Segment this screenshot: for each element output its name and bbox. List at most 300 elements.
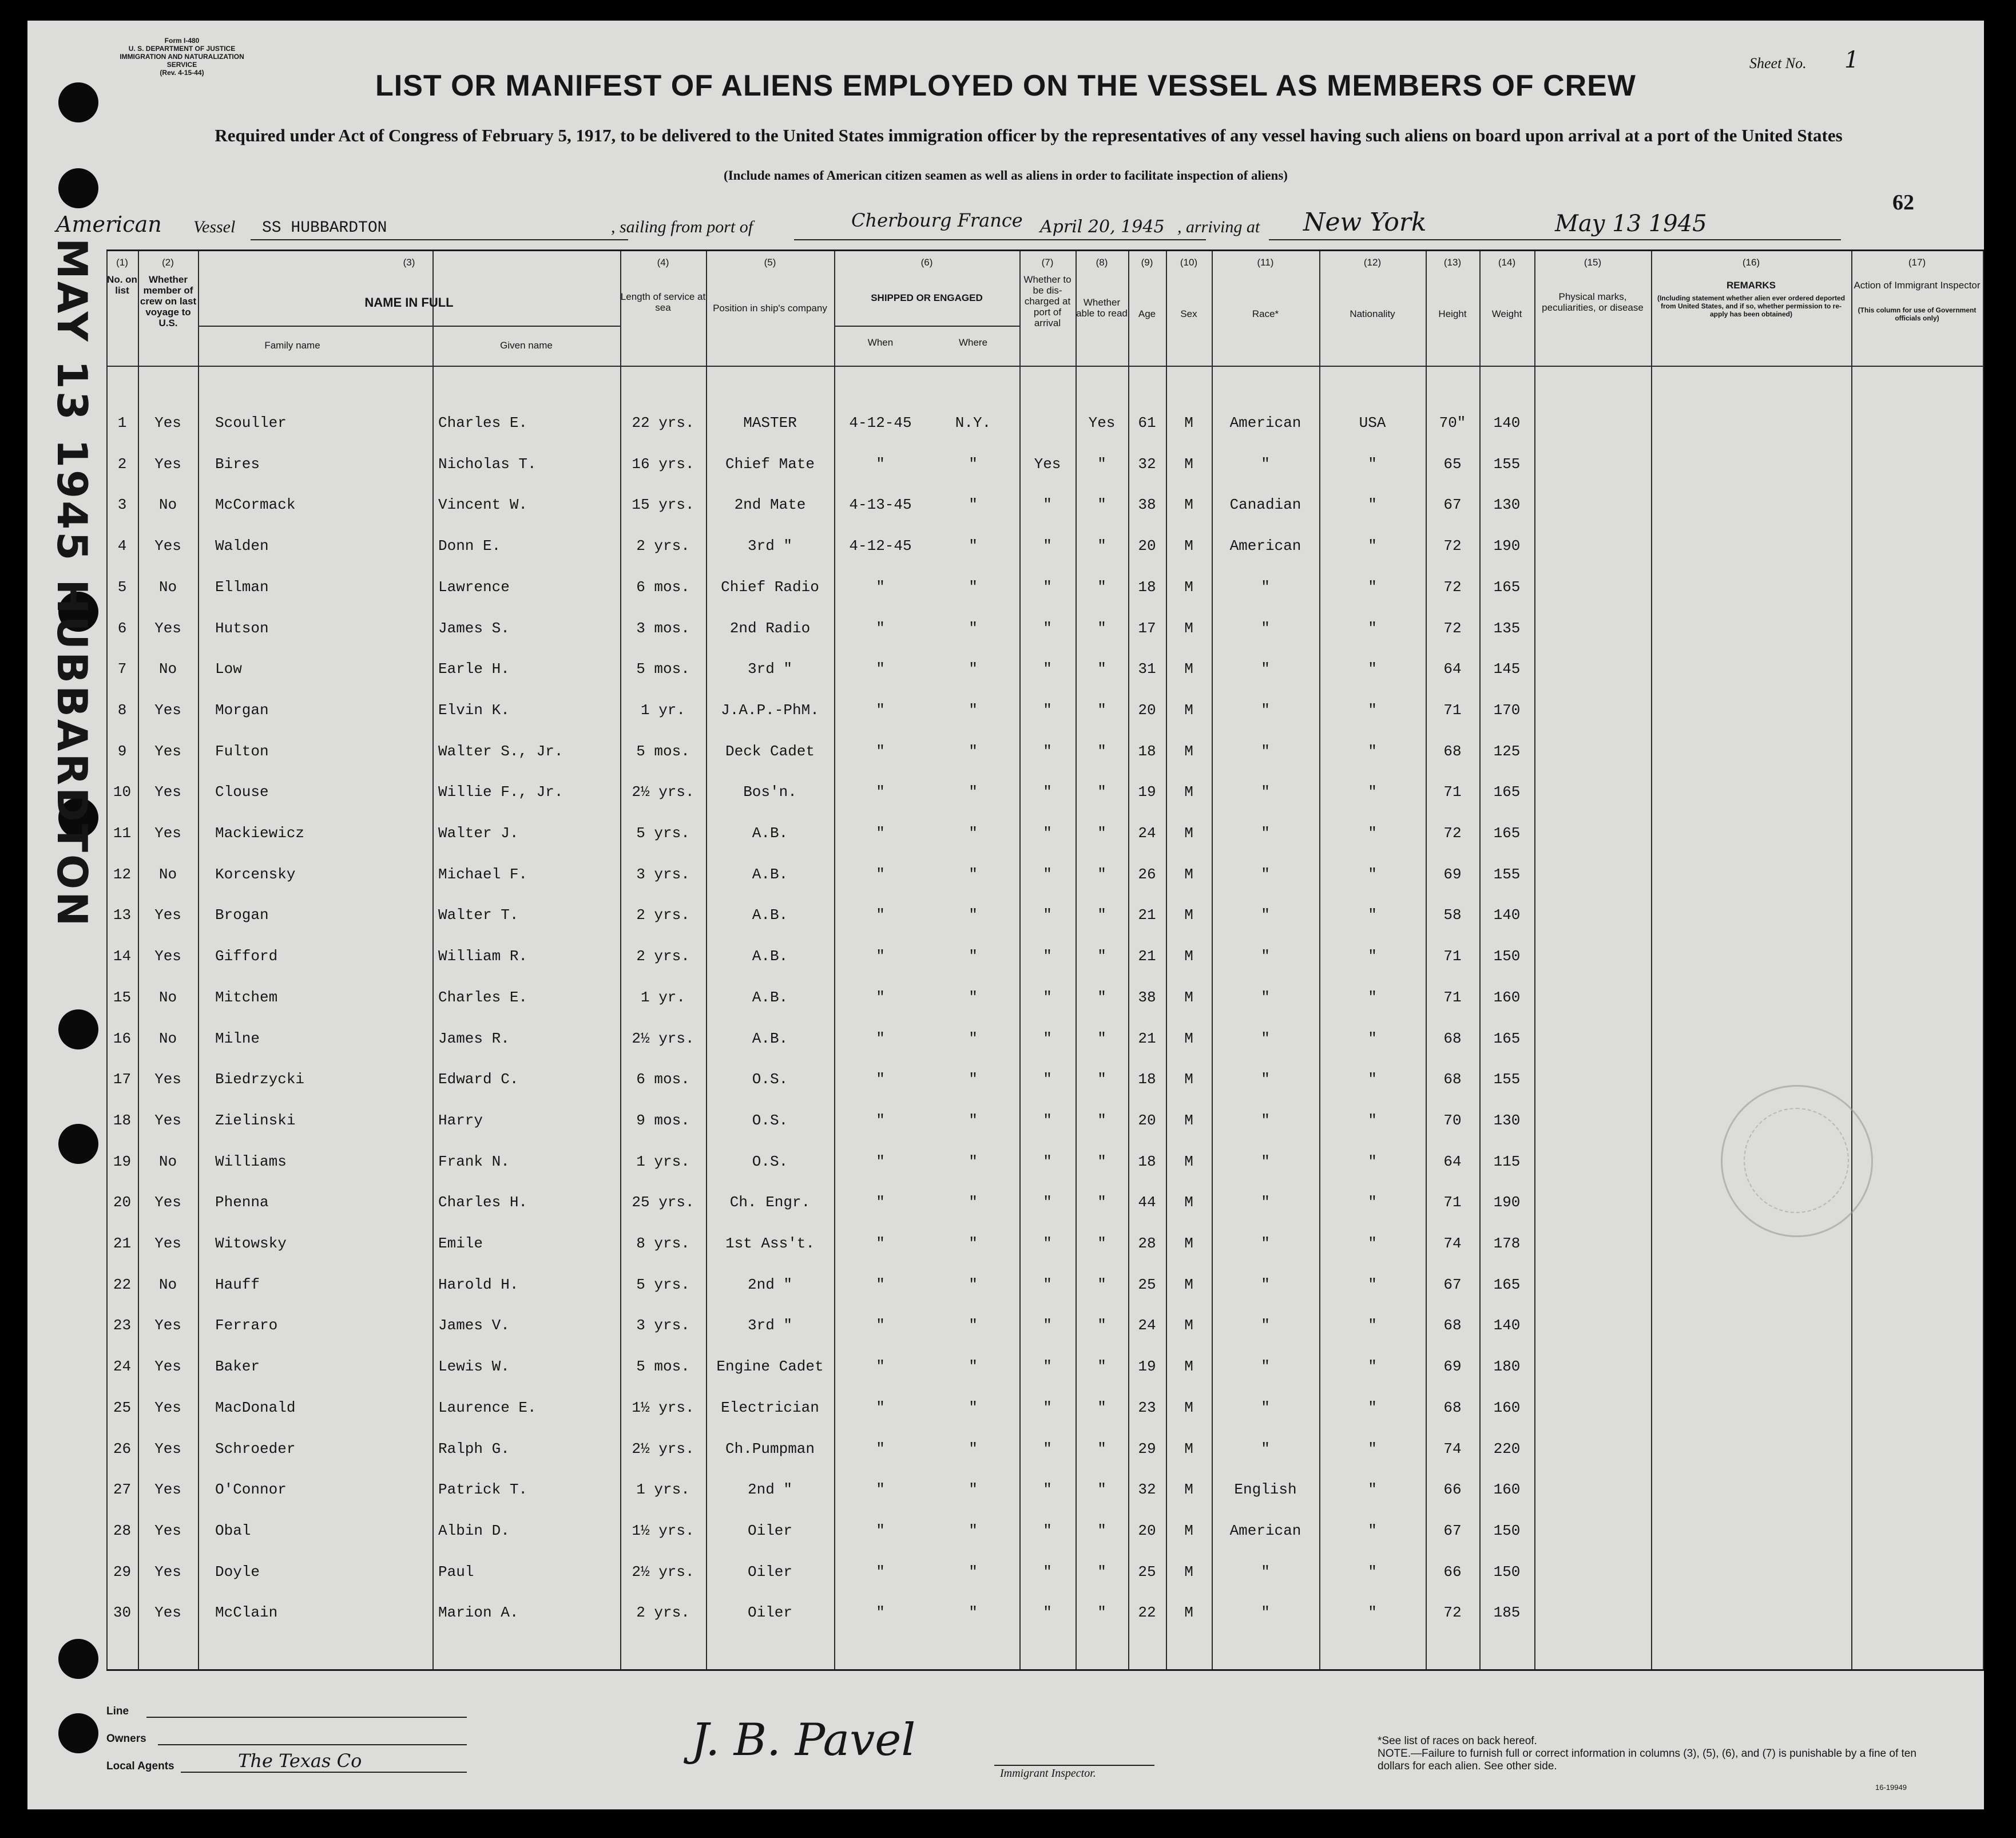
agents-underline [181, 1772, 467, 1773]
header-service: Length of service at sea [620, 291, 706, 313]
cell-last-voyage: Yes [154, 701, 181, 719]
cell-height: 64 [1443, 660, 1462, 678]
cell-last-voyage: Yes [154, 537, 181, 555]
cell-sex: M [1184, 537, 1193, 555]
header-discharged: Whether to be dis-charged at port of arrival [1023, 274, 1072, 328]
cell-sex: M [1184, 742, 1193, 760]
cell-no: 26 [113, 1440, 132, 1457]
cell-sex: M [1184, 1317, 1193, 1334]
cell-height: 68 [1443, 1071, 1462, 1088]
cell-able-to-read: " [1097, 1275, 1106, 1293]
cell-where: " [969, 1481, 978, 1499]
cell-position: 2nd " [747, 1481, 792, 1499]
col-num: (3) [403, 257, 415, 268]
page-number: 62 [1892, 191, 1914, 215]
local-agents-value: The Texas Co [238, 1750, 362, 1772]
cell-race: " [1261, 660, 1270, 678]
cell-family-name: Clouse [215, 783, 269, 801]
vessel-label: Vessel [193, 217, 236, 236]
cell-no: 4 [117, 537, 127, 555]
cell-position: Chief Mate [725, 455, 815, 473]
cell-given-name: Michael F. [438, 865, 528, 883]
header-where: Where [958, 337, 988, 348]
cell-when: " [876, 825, 885, 842]
cell-race: " [1261, 1029, 1270, 1047]
cell-nationality: " [1368, 496, 1377, 514]
cell-discharged: " [1043, 742, 1052, 760]
cell-discharged: " [1043, 619, 1052, 637]
cell-sex: M [1184, 1604, 1193, 1622]
header-remarks-note: (Including statement whether alien ever ordered deported from United States, and if so, whether permission to re-apply has been obtained) [1657, 294, 1846, 318]
cell-family-name: Scouller [215, 414, 287, 431]
cell-height: 72 [1443, 825, 1462, 842]
cell-able-to-read: " [1097, 1152, 1106, 1170]
cell-discharged: Yes [1034, 455, 1061, 473]
cell-age: 20 [1138, 537, 1156, 555]
cell-nationality: " [1368, 1029, 1377, 1047]
cell-given-name: Donn E. [438, 537, 501, 555]
cell-family-name: Gifford [215, 948, 278, 965]
cell-discharged: " [1043, 1358, 1052, 1376]
cell-nationality: USA [1359, 414, 1386, 431]
cell-weight: 160 [1493, 1481, 1521, 1499]
cell-nationality: " [1368, 455, 1377, 473]
cell-where: " [969, 455, 978, 473]
footer-notes [1378, 1735, 1921, 1773]
cell-able-to-read: " [1097, 1399, 1106, 1416]
cell-weight: 115 [1493, 1152, 1521, 1170]
cell-position: Oiler [747, 1563, 792, 1580]
cell-height: 71 [1443, 783, 1462, 801]
cell-discharged: " [1043, 496, 1052, 514]
cell-when: " [876, 1029, 885, 1047]
penalty-note: NOTE.—Failure to furnish full or correct information in columns (3), (5), (6), and (7) is punishable by a fine of ten dollars for each alien. See other side. [1378, 1748, 1916, 1772]
cell-able-to-read: " [1097, 1317, 1106, 1334]
cell-height: 71 [1443, 1194, 1462, 1211]
local-agents-label: Local Agents [106, 1760, 174, 1772]
cell-age: 21 [1138, 906, 1156, 924]
cell-discharged: " [1043, 1111, 1052, 1129]
cell-able-to-read: " [1097, 619, 1106, 637]
cell-given-name: Vincent W. [438, 496, 528, 514]
cell-height: 69 [1443, 1358, 1462, 1376]
header-remarks: REMARKS [1727, 280, 1776, 291]
cell-sex: M [1184, 825, 1193, 842]
race-note: *See list of races on back hereof. [1378, 1735, 1537, 1747]
col-num: (4) [657, 257, 669, 268]
cell-nationality: " [1368, 783, 1377, 801]
header-race: Race* [1252, 308, 1279, 319]
header-action: Action of Immigrant Inspector [1854, 280, 1981, 291]
cell-position: J.A.P.-PhM. [721, 701, 819, 719]
cell-position: O.S. [752, 1152, 788, 1170]
cell-weight: 145 [1493, 660, 1521, 678]
cell-able-to-read: " [1097, 1604, 1106, 1622]
cell-where: " [969, 948, 978, 965]
cell-given-name: Marion A. [438, 1604, 519, 1622]
cell-able-to-read: " [1097, 1235, 1106, 1252]
cell-sex: M [1184, 578, 1193, 596]
print-code: 16-19949 [1875, 1783, 1907, 1792]
cell-nationality: " [1368, 1194, 1377, 1211]
cell-last-voyage: Yes [154, 906, 181, 924]
cell-given-name: James V. [438, 1317, 510, 1334]
cell-where: " [969, 988, 978, 1006]
cell-no: 22 [113, 1275, 132, 1293]
arrival-underline [1269, 239, 1841, 240]
cell-service: 15 yrs. [632, 496, 695, 514]
cell-nationality: " [1368, 660, 1377, 678]
manifest-sheet [27, 21, 1984, 1809]
cell-position: A.B. [752, 948, 788, 965]
cell-sex: M [1184, 783, 1193, 801]
cell-position: Chief Radio [721, 578, 819, 596]
cell-race: " [1261, 1563, 1270, 1580]
cell-last-voyage: Yes [154, 742, 181, 760]
cell-age: 18 [1138, 742, 1156, 760]
cell-no: 18 [113, 1111, 132, 1129]
cell-race: American [1229, 537, 1301, 555]
cell-position: Engine Cadet [716, 1358, 824, 1376]
cell-race: " [1261, 948, 1270, 965]
side-date-stamp [33, 238, 102, 929]
cell-last-voyage: Yes [154, 1111, 181, 1129]
header-family-name: Family name [264, 340, 320, 351]
cell-height: 64 [1443, 1152, 1462, 1170]
cell-able-to-read: " [1097, 660, 1106, 678]
punch-hole [58, 1124, 98, 1164]
cell-when: " [876, 1481, 885, 1499]
cell-able-to-read: " [1097, 455, 1106, 473]
cell-age: 32 [1138, 1481, 1156, 1499]
header-nationality: Nationality [1350, 308, 1395, 319]
cell-nationality: " [1368, 578, 1377, 596]
cell-last-voyage: Yes [154, 1071, 181, 1088]
cell-race: " [1261, 1235, 1270, 1252]
punch-hole [58, 1713, 98, 1753]
cell-no: 11 [113, 825, 132, 842]
cell-no: 23 [113, 1317, 132, 1334]
cell-able-to-read: Yes [1088, 414, 1116, 431]
cell-family-name: Milne [215, 1029, 260, 1047]
cell-age: 25 [1138, 1275, 1156, 1293]
cell-position: Oiler [747, 1604, 792, 1622]
cell-race: Canadian [1229, 496, 1301, 514]
col-num: (1) [116, 257, 128, 268]
cell-service: 2½ yrs. [632, 783, 695, 801]
cell-sex: M [1184, 988, 1193, 1006]
cell-service: 5 yrs. [636, 825, 690, 842]
cell-height: 70" [1439, 414, 1466, 431]
sailing-label: , sailing from port of [611, 217, 753, 236]
document-title: LIST OR MANIFEST OF ALIENS EMPLOYED ON THE VESSEL AS MEMBERS OF CREW [375, 69, 1636, 102]
cell-no: 10 [113, 783, 132, 801]
cell-discharged: " [1043, 1399, 1052, 1416]
cell-no: 1 [117, 414, 127, 431]
cell-last-voyage: Yes [154, 1440, 181, 1457]
cell-last-voyage: No [158, 496, 177, 514]
cell-position: Deck Cadet [725, 742, 815, 760]
cell-last-voyage: Yes [154, 455, 181, 473]
cell-where: N.Y. [955, 414, 991, 431]
cell-race: " [1261, 825, 1270, 842]
cell-weight: 135 [1493, 619, 1521, 637]
cell-weight: 185 [1493, 1604, 1521, 1622]
cell-family-name: Hutson [215, 619, 269, 637]
cell-last-voyage: Yes [154, 1317, 181, 1334]
cell-height: 72 [1443, 1604, 1462, 1622]
cell-nationality: " [1368, 1317, 1377, 1334]
cell-able-to-read: " [1097, 988, 1106, 1006]
cell-where: " [969, 1604, 978, 1622]
cell-service: 5 mos. [636, 1358, 690, 1376]
cell-sex: M [1184, 1275, 1193, 1293]
cell-given-name: Laurence E. [438, 1399, 537, 1416]
cell-service: 1½ yrs. [632, 1399, 695, 1416]
cell-weight: 170 [1493, 701, 1521, 719]
punch-hole [58, 1009, 98, 1049]
cell-when: " [876, 701, 885, 719]
cell-nationality: " [1368, 906, 1377, 924]
cell-service: 3 yrs. [636, 865, 690, 883]
cell-no: 8 [117, 701, 127, 719]
cell-service: 6 mos. [636, 578, 690, 596]
cell-last-voyage: Yes [154, 1604, 181, 1622]
cell-nationality: " [1368, 742, 1377, 760]
cell-height: 58 [1443, 906, 1462, 924]
cell-last-voyage: No [158, 865, 177, 883]
cell-race: " [1261, 1194, 1270, 1211]
cell-sex: M [1184, 455, 1193, 473]
cell-family-name: Ferraro [215, 1317, 278, 1334]
arrival-port: New York [1303, 208, 1427, 237]
cell-last-voyage: No [158, 660, 177, 678]
cell-last-voyage: No [158, 1275, 177, 1293]
cell-service: 5 mos. [636, 742, 690, 760]
cell-age: 38 [1138, 496, 1156, 514]
cell-position: 3rd " [747, 660, 792, 678]
cell-discharged: " [1043, 1522, 1052, 1539]
sailing-port: Cherbourg France [851, 209, 1023, 231]
col-num: (13) [1443, 257, 1462, 268]
cell-given-name: James R. [438, 1029, 510, 1047]
cell-discharged: " [1043, 865, 1052, 883]
cell-height: 68 [1443, 1029, 1462, 1047]
cell-race: American [1229, 1522, 1301, 1539]
cell-weight: 125 [1493, 742, 1521, 760]
line-label: Line [106, 1705, 129, 1717]
sailing-port-underline [794, 239, 1206, 240]
cell-height: 66 [1443, 1481, 1462, 1499]
cell-no: 3 [117, 496, 127, 514]
cell-last-voyage: Yes [154, 1235, 181, 1252]
cell-sex: M [1184, 1071, 1193, 1088]
cell-sex: M [1184, 1029, 1193, 1047]
cell-height: 74 [1443, 1440, 1462, 1457]
cell-where: " [969, 1399, 978, 1416]
cell-given-name: Patrick T. [438, 1481, 528, 1499]
cell-family-name: Williams [215, 1152, 287, 1170]
cell-weight: 165 [1493, 1029, 1521, 1047]
arrival-date: May 13 1945 [1555, 211, 1707, 237]
form-number: Form I-480 [164, 37, 200, 45]
cell-race: " [1261, 865, 1270, 883]
cell-able-to-read: " [1097, 1481, 1106, 1499]
cell-able-to-read: " [1097, 496, 1106, 514]
cell-family-name: Schroeder [215, 1440, 296, 1457]
cell-race: English [1234, 1481, 1297, 1499]
cell-race: " [1261, 906, 1270, 924]
cell-sex: M [1184, 906, 1193, 924]
cell-position: Electrician [721, 1399, 819, 1416]
cell-weight: 150 [1493, 1522, 1521, 1539]
cell-no: 17 [113, 1071, 132, 1088]
cell-service: 1 yrs. [636, 1481, 690, 1499]
cell-age: 32 [1138, 455, 1156, 473]
cell-when: " [876, 988, 885, 1006]
col-num: (14) [1498, 257, 1516, 268]
cell-age: 24 [1138, 825, 1156, 842]
cell-position: A.B. [752, 988, 788, 1006]
cell-family-name: Fulton [215, 742, 269, 760]
cell-no: 5 [117, 578, 127, 596]
cell-race: " [1261, 619, 1270, 637]
cell-family-name: Walden [215, 537, 269, 555]
cell-height: 72 [1443, 537, 1462, 555]
document-subnote: (Include names of American citizen seamen as well as aliens in order to facilitate inspection of aliens) [724, 168, 1288, 183]
cell-race: " [1261, 578, 1270, 596]
cell-last-voyage: Yes [154, 1194, 181, 1211]
cell-position: A.B. [752, 825, 788, 842]
cell-race: " [1261, 1275, 1270, 1293]
cell-position: A.B. [752, 865, 788, 883]
cell-age: 24 [1138, 1317, 1156, 1334]
cell-family-name: Mitchem [215, 988, 278, 1006]
cell-family-name: Zielinski [215, 1111, 296, 1129]
cell-when: " [876, 742, 885, 760]
cell-when: " [876, 906, 885, 924]
cell-height: 69 [1443, 865, 1462, 883]
cell-when: " [876, 948, 885, 965]
cell-sex: M [1184, 1152, 1193, 1170]
cell-race: " [1261, 1604, 1270, 1622]
cell-last-voyage: Yes [154, 1563, 181, 1580]
cell-given-name: Paul [438, 1563, 474, 1580]
vessel-name: SS HUBBARDTON [262, 219, 387, 237]
cell-nationality: " [1368, 1440, 1377, 1457]
cell-when: " [876, 1399, 885, 1416]
cell-sex: M [1184, 1522, 1193, 1539]
cell-able-to-read: " [1097, 1563, 1106, 1580]
cell-able-to-read: " [1097, 1029, 1106, 1047]
cell-race: " [1261, 1071, 1270, 1088]
cell-given-name: Albin D. [438, 1522, 510, 1539]
cell-weight: 165 [1493, 1275, 1521, 1293]
cell-last-voyage: No [158, 988, 177, 1006]
cell-service: 1 yrs. [636, 1152, 690, 1170]
cell-nationality: " [1368, 948, 1377, 965]
vessel-name-underline [251, 239, 628, 240]
sailing-date: April 20, 1945 [1040, 217, 1165, 237]
sheet-number-value: 1 [1844, 47, 1859, 73]
col-num: (5) [764, 257, 776, 268]
cell-height: 71 [1443, 948, 1462, 965]
cell-race: " [1261, 1152, 1270, 1170]
cell-able-to-read: " [1097, 1194, 1106, 1211]
cell-nationality: " [1368, 1071, 1377, 1088]
line-underline [146, 1717, 467, 1718]
cell-service: 2 yrs. [636, 906, 690, 924]
cell-last-voyage: No [158, 1152, 177, 1170]
cell-family-name: Mackiewicz [215, 825, 305, 842]
cell-no: 25 [113, 1399, 132, 1416]
cell-service: 1 yr. [640, 988, 685, 1006]
cell-age: 18 [1138, 578, 1156, 596]
cell-last-voyage: Yes [154, 414, 181, 431]
crew-table [106, 249, 1984, 1671]
cell-discharged: " [1043, 948, 1052, 965]
cell-no: 14 [113, 948, 132, 965]
cell-given-name: Emile [438, 1235, 483, 1252]
cell-age: 21 [1138, 948, 1156, 965]
cell-position: 3rd " [747, 1317, 792, 1334]
cell-position: A.B. [752, 906, 788, 924]
cell-where: " [969, 906, 978, 924]
cell-where: " [969, 783, 978, 801]
cell-height: 74 [1443, 1235, 1462, 1252]
cell-weight: 130 [1493, 1111, 1521, 1129]
cell-sex: M [1184, 948, 1193, 965]
cell-sex: M [1184, 1194, 1193, 1211]
cell-where: " [969, 496, 978, 514]
cell-given-name: Lawrence [438, 578, 510, 596]
cell-when: 4-13-45 [849, 496, 912, 514]
cell-height: 65 [1443, 455, 1462, 473]
cell-service: 9 mos. [636, 1111, 690, 1129]
cell-given-name: Nicholas T. [438, 455, 537, 473]
vessel-prefix-handwritten: American [56, 212, 162, 237]
cell-when: " [876, 1522, 885, 1539]
cell-family-name: Doyle [215, 1563, 260, 1580]
cell-position: A.B. [752, 1029, 788, 1047]
cell-where: " [969, 1029, 978, 1047]
col-num: (17) [1908, 257, 1926, 268]
form-revision: (Rev. 4-15-44) [160, 69, 204, 77]
cell-height: 67 [1443, 496, 1462, 514]
cell-discharged: " [1043, 1235, 1052, 1252]
cell-age: 17 [1138, 619, 1156, 637]
cell-nationality: " [1368, 537, 1377, 555]
cell-family-name: Baker [215, 1358, 260, 1376]
cell-discharged: " [1043, 1317, 1052, 1334]
cell-race: " [1261, 1111, 1270, 1129]
cell-age: 19 [1138, 783, 1156, 801]
cell-sex: M [1184, 619, 1193, 637]
cell-when: " [876, 1275, 885, 1293]
cell-race: American [1229, 414, 1301, 431]
cell-family-name: Hauff [215, 1275, 260, 1293]
cell-height: 67 [1443, 1522, 1462, 1539]
cell-weight: 155 [1493, 1071, 1521, 1088]
cell-service: 22 yrs. [632, 414, 695, 431]
cell-weight: 165 [1493, 783, 1521, 801]
cell-nationality: " [1368, 1522, 1377, 1539]
cell-sex: M [1184, 660, 1193, 678]
cell-family-name: Bires [215, 455, 260, 473]
cell-weight: 155 [1493, 455, 1521, 473]
cell-when: " [876, 1604, 885, 1622]
cell-discharged: " [1043, 701, 1052, 719]
